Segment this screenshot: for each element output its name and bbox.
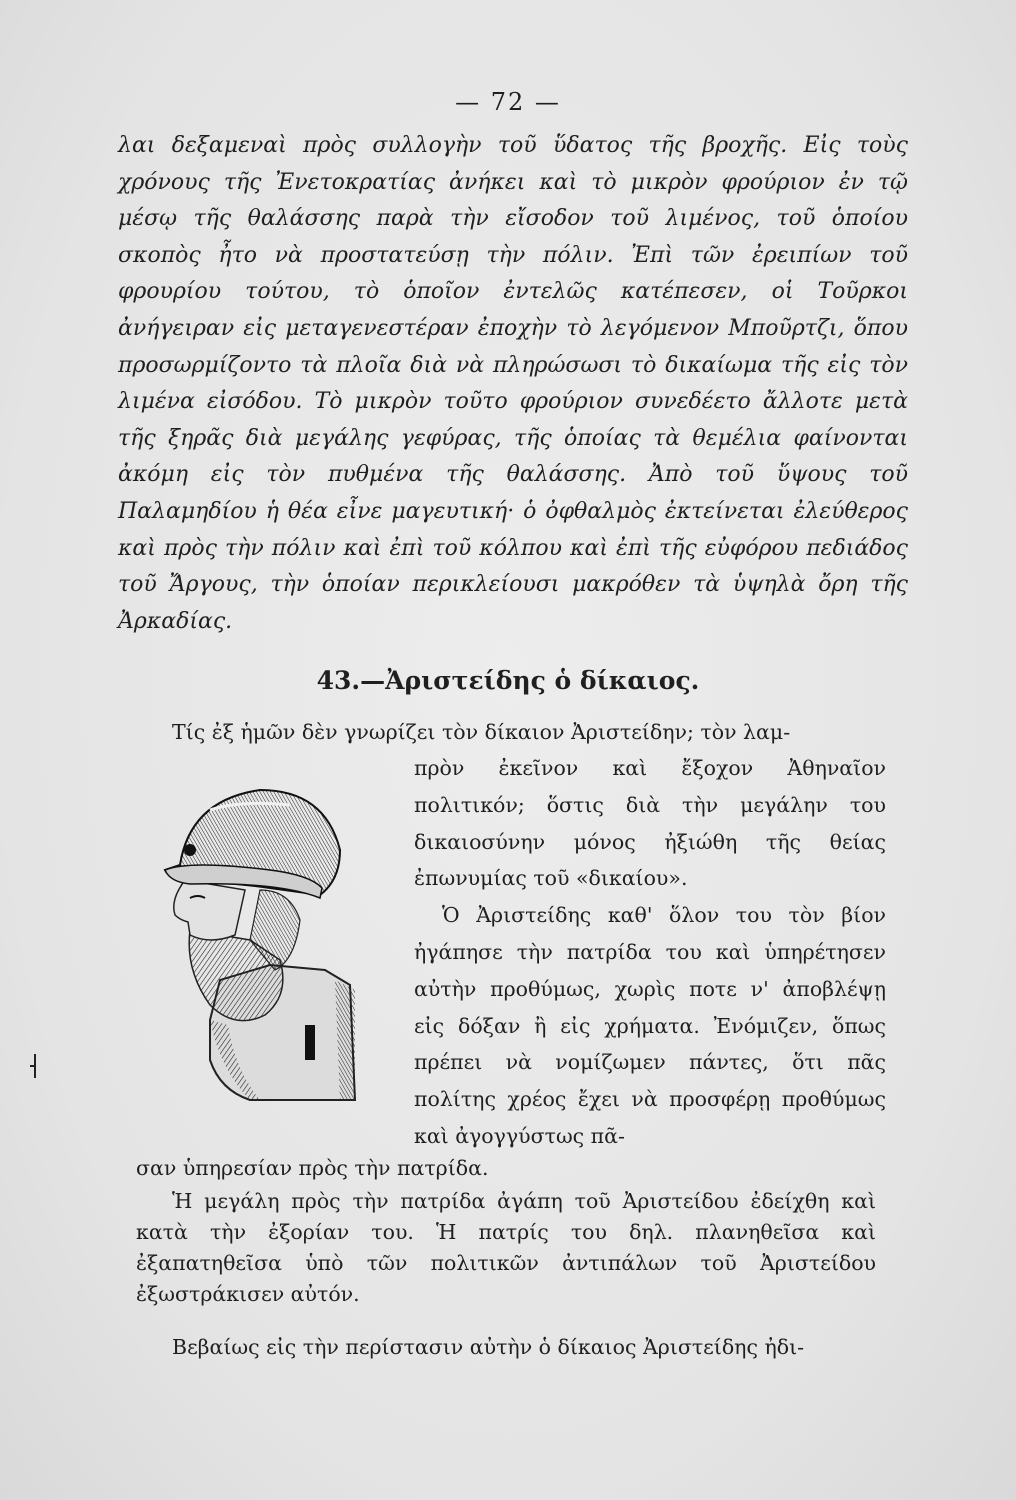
section-heading: 43.—Ἀριστείδης ὁ δίκαιος. [316, 666, 700, 695]
section-lead-line: Τίς ἐξ ἡμῶν δὲν γνωρίζει τὸν δίκαιον Ἀριστείδην; τὸν λαμ- [172, 720, 791, 744]
last-paragraph: Βεβαίως εἰς τὴν περίστασιν αὐτὴν ὁ δίκαιος Ἀριστείδης ἠδι- [172, 1335, 805, 1359]
margin-mark-icon [28, 1054, 42, 1078]
page-number: — 72 — [455, 88, 561, 116]
side-text-paragraph: Ὁ Ἀριστείδης καθ' ὅλον του τὸν βίον ἠγάπησε τὴν πατρίδα του καὶ ὑπηρέτησεν αὐτὴν προθύμως, χωρὶς ποτε ν' ἀποβλέψῃ εἰς δόξαν ἢ εἰς χρήματα. Ἐνόμιζεν, ὅπως πρέπει νὰ νομίζωμεν πάντες, ὅτι πᾶς πολίτης χρέος ἔχει νὰ προσφέρῃ προθύμως καὶ ἀγογγύστως πᾶ- [414, 903, 886, 1148]
aristides-portrait-illustration [150, 770, 400, 1110]
exile-paragraph: Ἡ μεγάλη πρὸς τὴν πατρίδα ἀγάπη τοῦ Ἀριστείδου ἐδείχθη καὶ κατὰ τὴν ἐξορίαν του. Ἡ πατρίς του δηλ. πλανηθεῖσα καὶ ἐξαπατηθεῖσα ὑπὸ τῶν πολιτικῶν ἀντιπάλων τοῦ Ἀριστείδου ἐξωστράκισεν αὐτόν. [136, 1189, 876, 1306]
side-text-continuation: πρὸν ἐκεῖνον καὶ ἔξοχον Ἀθηναῖον πολιτικόν; ὅστις διὰ τὴν μεγάλην του δικαιοσύνην μόνος ἠξιώθη τῆς θείας ἐπωνυμίας τοῦ «δικαίου». [414, 756, 886, 891]
intro-paragraph: λαι δεξαμεναὶ πρὸς συλλογὴν τοῦ ὕδατος τῆς βροχῆς. Εἰς τοὺς χρόνους τῆς Ἐνετοκρατίας ἀνήκει καὶ τὸ μικρὸν φρούριον ἐν τῷ μέσῳ τῆς θαλάσσης παρὰ τὴν εἴσοδον τοῦ λιμένος, τοῦ ὁποίου σκοπὸς ἦτο νὰ προστατεύσῃ τὴν πόλιν. Ἐπὶ τῶν ἐρειπίων τοῦ φρουρίου τούτου, τὸ ὁποῖον ἐντελῶς κατέπεσεν, οἱ Τοῦρκοι ἀνήγειραν εἰς μεταγενεστέραν ἐποχὴν τὸ λεγόμενον Μποῦρτζι, ὅπου προσωρμίζοντο τὰ πλοῖα διὰ νὰ πληρώσωσι τὸ δικαίωμα τῆς εἰς τὸν λιμένα εἰσόδου. Τὸ μικρὸν τοῦτο φρούριον συνεδέετο ἄλλοτε μετὰ τῆς ξηρᾶς διὰ μεγάλης γεφύρας, τῆς ὁποίας τὰ θεμέλια φαίνονται ἀκόμη εἰς τὸν πυθμένα τῆς θαλάσσης. Ἀπὸ τοῦ ὕψους τοῦ Παλαμηδίου ἡ θέα εἶνε μαγευτική· ὁ ὀφθαλμὸς ἐκτείνεται ἐλεύθερος καὶ πρὸς τὴν πόλιν καὶ ἐπὶ τοῦ κόλπου καὶ ἐπὶ τῆς εὐφόρου πεδιάδος τοῦ Ἄργους, τὴν ὁποίαν περικλείουσι μακρόθεν τὰ ὑψηλὰ ὄρη τῆς Ἀρκαδίας. [118, 133, 908, 634]
text-beside-portrait [414, 750, 886, 1155]
section-tail-line: σαν ὑπηρεσίαν πρὸς τὴν πατρίδα. [136, 1156, 489, 1180]
